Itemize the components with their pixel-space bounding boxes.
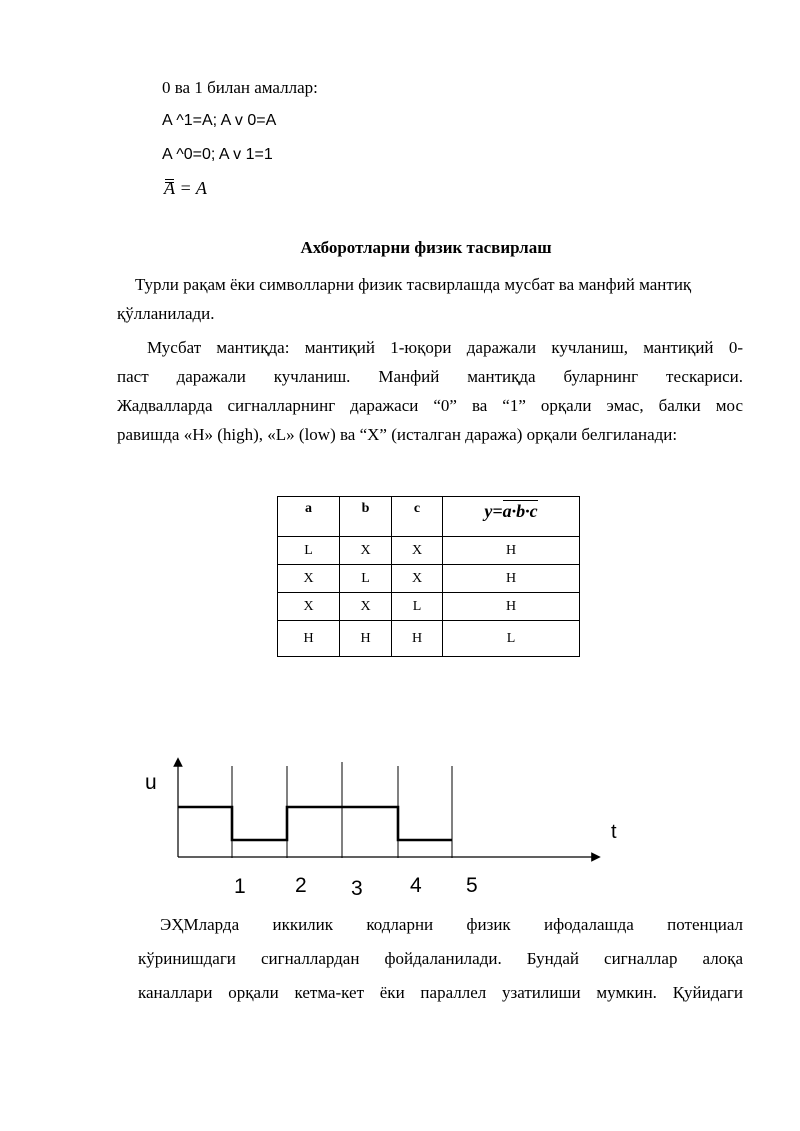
cell: X [392, 565, 443, 593]
double-negation-a: A [164, 178, 175, 198]
y-expression: a·b·c [502, 501, 538, 521]
cell: H [278, 621, 340, 657]
p1-line-2: қўлланилади. [117, 304, 215, 323]
closing-line-1: ЭҲМларда иккилик кодларни физик ифодалашда потенциал [160, 915, 743, 934]
paragraph-2 [117, 333, 743, 449]
section-heading: Ахборотларни физик тасвирлаш [300, 238, 552, 257]
signal-waveform [178, 807, 452, 840]
rule-3 [164, 178, 207, 198]
truth-table [277, 496, 580, 657]
cell: X [392, 537, 443, 565]
x-axis-label: t [611, 821, 617, 843]
closing-line-3: каналлари орқали кетма-кет ёки параллел узатилиши мумкин. Қуйидаги [138, 983, 743, 1002]
cell: H [443, 593, 580, 621]
table-row [278, 537, 580, 565]
cell: L [392, 593, 443, 621]
interval-label-3: 3 [351, 877, 363, 900]
cell: X [340, 593, 392, 621]
cell: L [443, 621, 580, 657]
p2-line-2: паст даражали кучланиш. Манфий мантиқда буларнинг тескариси. [117, 367, 743, 386]
y-label: y= [484, 501, 503, 521]
header-a: a [278, 497, 340, 537]
paragraph-1 [117, 270, 743, 328]
p2-line-1: Мусбат мантиқда: мантиқий 1-юқори даражали кучланиш, мантиқий 0- [147, 338, 743, 357]
cell: H [340, 621, 392, 657]
cell: H [443, 537, 580, 565]
table-row [278, 621, 580, 657]
rule-2: A ^0=0; A v 1=1 [162, 146, 273, 163]
closing-paragraph [138, 908, 743, 1010]
p2-line-3: Жадвалларда сигналларнинг даражаси “0” ва “1” орқали эмас, балки мос [117, 396, 743, 415]
rules-intro: 0 ва 1 билан амаллар: [162, 78, 318, 97]
cell: H [443, 565, 580, 593]
interval-label-2: 2 [295, 874, 307, 897]
cell: X [278, 593, 340, 621]
y-axis-label: u [145, 771, 157, 794]
rule-3-rest: = A [175, 178, 207, 198]
interval-label-1: 1 [234, 875, 246, 898]
cell: L [278, 537, 340, 565]
closing-line-2: кўринишдаги сигналлардан фойдаланилади. Бундай сигналлар алоқа [138, 949, 743, 968]
p2-line-4: равишда «H» (high), «L» (low) ва “X” (исталган даража) орқали белгиланади: [117, 425, 678, 444]
interval-label-4: 4 [410, 874, 422, 897]
cell: H [392, 621, 443, 657]
rule-1: A ^1=A; A v 0=A [162, 112, 277, 129]
header-y [443, 497, 580, 537]
signal-diagram [140, 750, 640, 910]
cell: X [278, 565, 340, 593]
interval-label-5: 5 [466, 874, 478, 897]
header-b: b [340, 497, 392, 537]
table-row [278, 593, 580, 621]
header-c: c [392, 497, 443, 537]
p1-line-1: Турли рақам ёки символларни физик тасвирлашда мусбат ва манфий мантиқ [135, 275, 692, 294]
table-row [278, 565, 580, 593]
cell: X [340, 537, 392, 565]
cell: L [340, 565, 392, 593]
table-header-row [278, 497, 580, 537]
